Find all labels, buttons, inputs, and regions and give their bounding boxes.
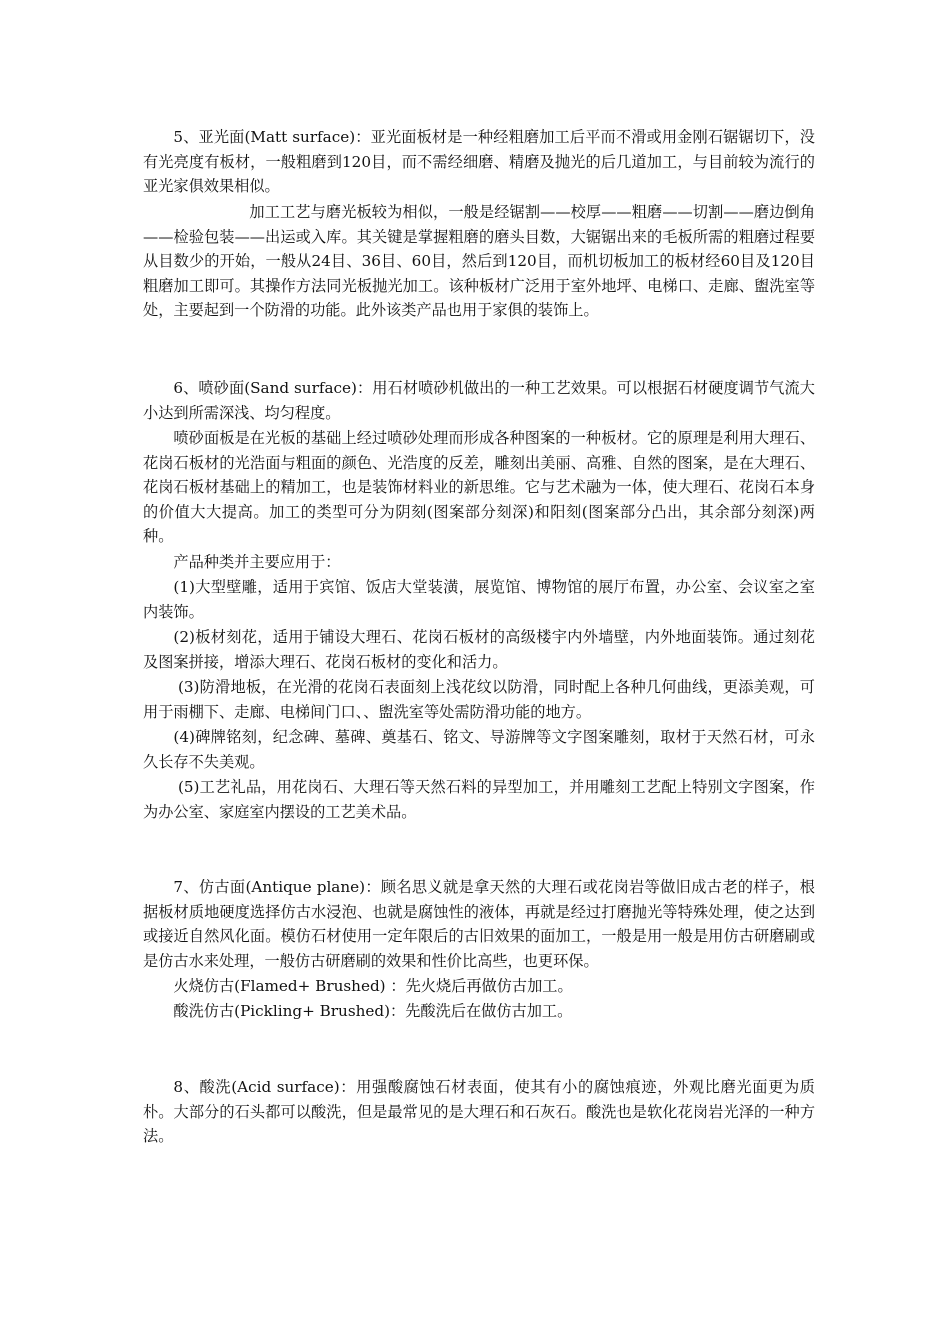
list-item: (2)板材刻花，适用于铺设大理石、花岗石板材的高级楼宇内外墙壁，内外地面装饰。通过刻花及图案拼接，增添大理石、花岗石板材的变化和活力。 [143,628,815,671]
section-8-paragraph-1: 8、酸洗(Acid surface)：用强酸腐蚀石材表面，使其有小的腐蚀痕迹，外观比磨光面更为质朴。大部分的石头都可以酸洗，但是最常见的是大理石和石灰石。酸洗也是软化花岗岩光泽的一种方法。 [143,1078,815,1145]
section-7-paragraph-3: 酸洗仿古(Pickling+ Brushed)：先酸洗后在做仿古加工。 [173,1002,573,1020]
section-6-paragraph-1: 6、喷砂面(Sand surface)：用石材喷砂机做出的一种工艺效果。可以根据石材硬度调节气流大小达到所需深浅、均匀程度。 [143,379,815,422]
section-6-paragraph-2: 喷砂面板是在光板的基础上经过喷砂处理而形成各种图案的一种板材。它的原理是利用大理石、花岗石板材的光浩面与粗面的颜色、光浩度的反差，雕刻出美丽、高雅、自然的图案，是在大理石、花岗石板材基础上的精加工，也是装饰材料业的新思维。它与艺术融为一体，使大理石、花岗石本身的价值大大提高。加工的类型可分为阴刻(图案部分刻深)和阳刻(图案部分凸出，其余部分刻深)两种。 [143,429,815,545]
section-7-paragraph-1: 7、仿古面(Antique plane)：顾名思义就是拿天然的大理石或花岗岩等做旧成古老的样子，根据板材质地硬度选择仿古水浸泡、也就是腐蚀性的液体，再就是经过打磨抛光等特殊处理，使之达到或接近自然风化面。模仿石材使用一定年限后的古旧效果的面加工，一般是用一般是用仿古研磨刷或是仿古水来处理，一般仿古研磨刷的效果和性价比高些，也更环保。 [143,878,815,970]
section-5-paragraph-1: 5、亚光面(Matt surface)：亚光面板材是一种经粗磨加工后平而不滑或用金刚石锯锯切下，没有光亮度有板材，一般粗磨到120目，而不需经细磨、精磨及抛光的后几道加工，与目前较为流行的亚光家俱效果相似。 [143,128,815,195]
list-item: (3)防滑地板，在光滑的花岗石表面刻上浅花纹以防滑，同时配上各种几何曲线，更添美观，可用于雨棚下、走廊、电梯间门口、、盥洗室等处需防滑功能的地方。 [143,678,815,721]
list-item: (5)工艺礼品，用花岗石、大理石等天然石料的异型加工，并用雕刻工艺配上特别文字图案，作为办公室、家庭室内摆设的工艺美术品。 [143,778,815,821]
list-item: (4)碑牌铭刻，纪念碑、墓碑、奠基石、铭文、导游牌等文字图案雕刻，取材于天然石材，可永久长存不失美观。 [143,728,815,771]
section-6-paragraph-3: 产品种类并主要应用于： [173,553,341,571]
section-5-paragraph-2: 加工工艺与磨光板较为相似，一般是经锯割——校厚——粗磨——切割——磨边倒角——检验包装——出运或入库。其关键是掌握粗磨的磨头目数，大锯锯出来的毛板所需的粗磨过程要从目数少的开始，一般从24目、36目、60目，然后到120目，而机切板加工的板材经60目及120目粗磨加工即可。其操作方法同光板抛光加工。该种板材广泛用于室外地坪、电梯口、走廊、盥洗室等处，主要起到一个防滑的功能。此外该类产品也用于家俱的装饰上。 [143,203,815,319]
list-item: (1)大型壁雕，适用于宾馆、饭店大堂装潢，展览馆、博物馆的展厅布置，办公室、会议室之室内装饰。 [143,578,815,621]
section-7-paragraph-2: 火烧仿古(Flamed+ Brushed) ：先火烧后再做仿古加工。 [173,977,573,995]
